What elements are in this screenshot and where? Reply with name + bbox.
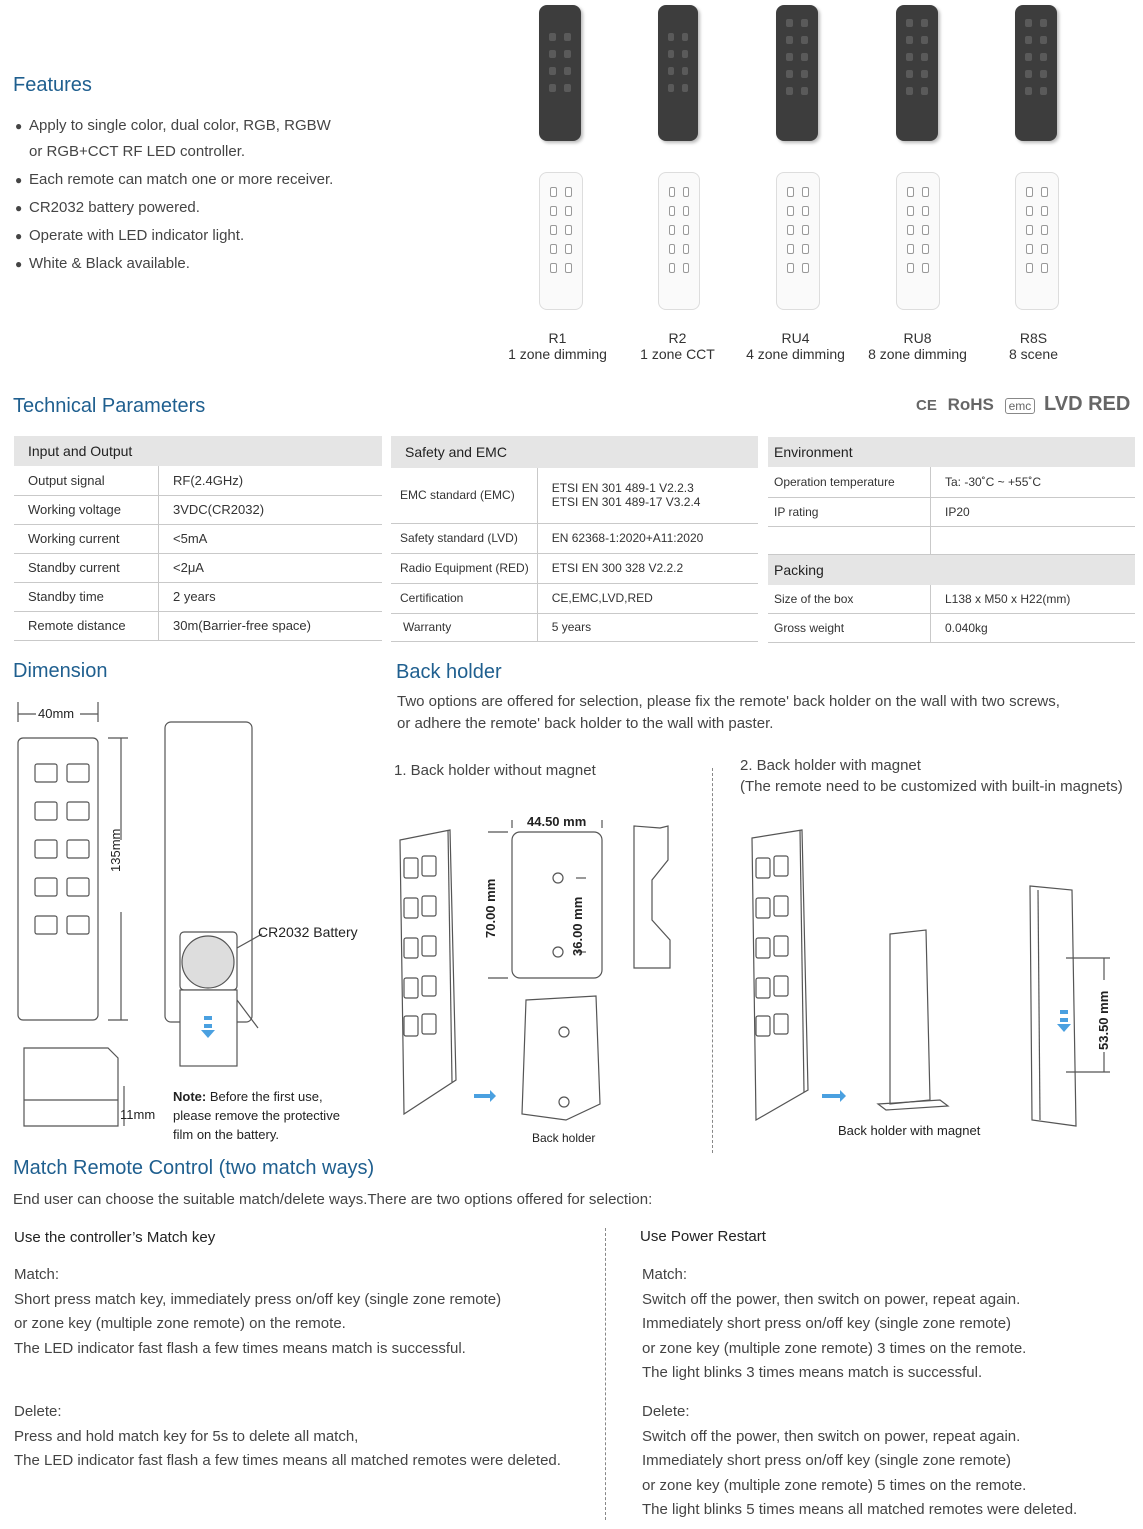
environment-header: Environment bbox=[768, 437, 1135, 467]
left-method-title: Use the controller’s Match key bbox=[14, 1229, 216, 1246]
table-cell: Output signal bbox=[14, 466, 159, 495]
opt2-caption: Back holder with magnet bbox=[838, 1123, 981, 1138]
table-cell: 5 years bbox=[537, 613, 758, 641]
back-holder-desc: or adhere the remote' back holder to the wall with paster. bbox=[397, 715, 774, 732]
table-cell: Working current bbox=[14, 524, 159, 553]
opt1-width: 44.50 mm bbox=[527, 814, 587, 829]
right-match-block: Match: Switch off the power, then switch on power, repeat again. Immediately short press on/off key (single zone remote) or zone key (multiple zone remote) 3 times on the remote. The light blinks 3 times means match is successful. bbox=[642, 1266, 1027, 1381]
feature-item-cont: or RGB+CCT RF LED controller. bbox=[29, 143, 246, 160]
dim-width: 40mm bbox=[38, 706, 75, 721]
opt1-hole-distance: 36.00 mm bbox=[570, 896, 585, 956]
opt2-dimension: 53.50 mm bbox=[1096, 990, 1111, 1050]
option-2-title: 2. Back holder with magnet bbox=[740, 757, 921, 774]
battery-note: Note: Before the first use, please remove the protective film on the battery. bbox=[173, 1089, 340, 1142]
feature-item: ● Each remote can match one or more receiver. bbox=[15, 171, 334, 188]
model-caption: R2 1 zone CCT bbox=[640, 330, 715, 362]
dim-length: 135mm bbox=[108, 828, 123, 872]
remote-image-r1-white bbox=[539, 172, 583, 310]
remote-image-ru8-white bbox=[896, 172, 940, 310]
back-holder-drawing bbox=[390, 800, 710, 1150]
divider bbox=[712, 768, 713, 1153]
opt1-caption: Back holder bbox=[532, 1131, 596, 1145]
table-cell: IP rating bbox=[768, 497, 931, 526]
remote-image-r8s-black bbox=[1015, 5, 1057, 141]
table-cell: Standby current bbox=[14, 553, 159, 582]
ce-logo: CE bbox=[916, 397, 937, 414]
io-table bbox=[14, 436, 382, 641]
table-cell: EMC standard (EMC) bbox=[391, 468, 537, 523]
model-caption: R8S 8 scene bbox=[1008, 330, 1059, 362]
remote-image-r2-white bbox=[658, 172, 700, 310]
table-cell: 0.040kg bbox=[931, 614, 1136, 643]
left-delete-block: Delete: Press and hold match key for 5s to delete all match, The LED indicator fast flash a few times means all matched remotes were deleted. bbox=[14, 1403, 561, 1469]
table-cell: Radio Equipment (RED) bbox=[391, 553, 537, 583]
magnet-holder-drawing bbox=[740, 820, 1140, 1140]
io-header: Input and Output bbox=[14, 436, 382, 466]
feature-item: ● White & Black available. bbox=[15, 255, 190, 272]
feature-item: ● Apply to single color, dual color, RGB, RGBW bbox=[15, 117, 331, 134]
table-cell: Gross weight bbox=[768, 614, 931, 643]
table-cell: Working voltage bbox=[14, 495, 159, 524]
table-cell: <5mA bbox=[159, 524, 383, 553]
table-cell: Standby time bbox=[14, 582, 159, 611]
dimension-drawing bbox=[0, 690, 380, 1150]
dim-thickness: 11mm bbox=[120, 1107, 156, 1122]
table-cell: ETSI EN 300 328 V2.2.2 bbox=[537, 553, 758, 583]
packing-header: Packing bbox=[768, 554, 1135, 585]
remote-image-r2-black bbox=[658, 5, 698, 141]
option-1-title: 1. Back holder without magnet bbox=[394, 762, 596, 779]
remote-image-ru8-black bbox=[896, 5, 938, 141]
table-cell: Certification bbox=[391, 583, 537, 613]
table-cell: Safety standard (LVD) bbox=[391, 523, 537, 553]
safety-table bbox=[391, 436, 758, 642]
lvd-red-logo: LVD RED bbox=[1044, 393, 1131, 415]
model-caption: RU8 8 zone dimming bbox=[868, 330, 967, 362]
left-match-block: Match: Short press match key, immediately press on/off key (single zone remote) or zone key (multiple zone remote) on the remote. The LED indicator fast flash a few times means match is successful. bbox=[14, 1266, 502, 1357]
remote-image-r1-black bbox=[539, 5, 581, 141]
table-cell: RF(2.4GHz) bbox=[159, 466, 383, 495]
feature-item: ● CR2032 battery powered. bbox=[15, 199, 200, 216]
table-cell: Operation temperature bbox=[768, 467, 931, 497]
dimension-title: Dimension bbox=[13, 660, 108, 682]
table-cell: EN 62368-1:2020+A11:2020 bbox=[537, 523, 758, 553]
match-title: Match Remote Control (two match ways) bbox=[13, 1157, 375, 1179]
divider bbox=[605, 1228, 606, 1520]
model-caption: RU4 4 zone dimming bbox=[746, 330, 845, 362]
table-cell: Ta: -30˚C ~ +55˚C bbox=[931, 467, 1136, 497]
features-list bbox=[15, 112, 333, 278]
tech-title: Technical Parameters bbox=[13, 395, 206, 417]
table-cell: 30m(Barrier-free space) bbox=[159, 611, 383, 640]
match-intro: End user can choose the suitable match/delete ways.There are two options offered for selection: bbox=[13, 1191, 653, 1208]
right-method-title: Use Power Restart bbox=[640, 1228, 766, 1245]
table-cell: CE,EMC,LVD,RED bbox=[537, 583, 758, 613]
table-cell: Remote distance bbox=[14, 611, 159, 640]
table-cell: L138 x M50 x H22(mm) bbox=[931, 585, 1136, 614]
table-cell: IP20 bbox=[931, 497, 1136, 526]
back-holder-title: Back holder bbox=[396, 661, 502, 683]
table-cell: 3VDC(CR2032) bbox=[159, 495, 383, 524]
model-caption: R1 1 zone dimming bbox=[508, 330, 607, 362]
table-cell: 2 years bbox=[159, 582, 383, 611]
back-holder-desc: Two options are offered for selection, please fix the remote' back holder on the wall with two screws, bbox=[397, 693, 1060, 710]
opt1-height: 70.00 mm bbox=[483, 878, 498, 938]
environment-table bbox=[768, 437, 1135, 643]
feature-item: ● Operate with LED indicator light. bbox=[15, 227, 245, 244]
cert-logos bbox=[916, 393, 1130, 416]
table-cell: <2μA bbox=[159, 553, 383, 582]
option-2-note: (The remote need to be customized with built-in magnets) bbox=[740, 778, 1123, 795]
right-delete-block: Delete: Switch off the power, then switch on power, repeat again. Immediately short press on/off key (single zone remote) or zone key (multiple zone remote) 5 times on the remote. The light blinks 5 times means all matched remotes were deleted. bbox=[642, 1403, 1078, 1518]
remote-image-ru4-white bbox=[776, 172, 820, 310]
remote-image-ru4-black bbox=[776, 5, 818, 141]
remote-image-r8s-white bbox=[1015, 172, 1059, 310]
battery-label: CR2032 Battery bbox=[258, 924, 358, 940]
table-cell: Warranty bbox=[391, 613, 537, 641]
safety-header: Safety and EMC bbox=[391, 436, 758, 468]
rohs-logo: RoHS bbox=[947, 395, 994, 414]
table-cell: Size of the box bbox=[768, 585, 931, 614]
features-title: Features bbox=[13, 74, 92, 96]
emc-logo: emc bbox=[1005, 398, 1036, 414]
table-cell: ETSI EN 301 489-1 V2.2.3 ETSI EN 301 489-17 V3.2.4 bbox=[537, 468, 758, 523]
